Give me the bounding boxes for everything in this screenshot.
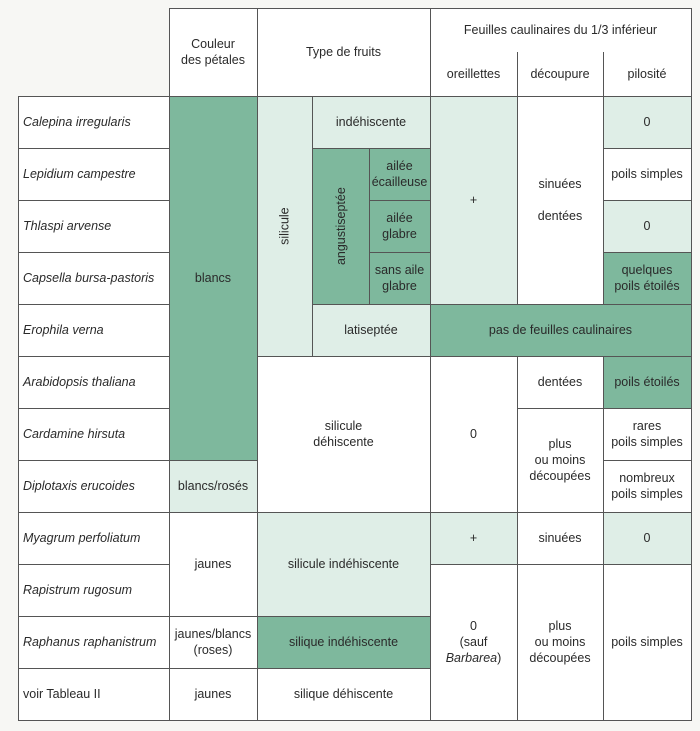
grid-line [369,252,430,253]
fruit-silicule-group [257,96,312,356]
grid-line [18,96,691,97]
grid-line [18,200,169,201]
grid-line [517,356,518,720]
decoupure-sinuees: sinuées [517,512,603,564]
fruit-sans-aile-glabre: sans aile glabre [369,252,430,304]
species-name: Capsella bursa-pastoris [18,252,169,304]
species-name: Raphanus raphanistrum [18,616,169,668]
oreillettes-plus: + [430,512,517,564]
pilosite-zero: 0 [603,200,691,252]
grid-line [430,564,691,565]
decoupure-sinuees-dentees: sinuées dentées [517,96,603,304]
grid-line [603,252,691,253]
grid-line [18,616,430,617]
oreillettes-plus: + [430,96,517,304]
grid-line [369,148,370,304]
pilosite-poils-etoiles: poils étoilés [603,356,691,408]
pas-de-feuilles-caulinaires: pas de feuilles caulinaires [430,304,691,356]
grid-line [369,200,430,201]
grid-line [18,408,169,409]
grid-line [430,8,431,720]
grid-line [312,304,691,305]
decoupure-plus-ou-moins: plus ou moins découpées [517,564,603,720]
fruit-silique-indehiscente: silique indéhiscente [257,616,430,668]
grid-line [691,8,692,721]
grid-line [603,52,604,304]
grid-line [18,304,169,305]
grid-line [517,408,691,409]
oreillettes-barbarea-line [446,650,502,666]
pilosite-zero: 0 [603,512,691,564]
fruit-silique-dehiscente: silique déhiscente [257,668,430,720]
fruit-latiseptee: latiseptée [312,304,430,356]
couleur-blancs: blancs [169,96,257,460]
grid-line [18,252,169,253]
oreillettes-close-paren: ) [497,651,502,666]
fruit-silicule-label: silicule [277,207,292,245]
grid-line [603,148,691,149]
header-pilosite: pilosité [603,52,691,96]
grid-line [312,148,430,149]
fruit-angustiseptee-group [312,148,369,304]
oreillettes-zero-sauf: 0 (sauf [459,618,488,649]
species-name: Erophila verna [18,304,169,356]
oreillettes-zero-sauf-barbarea [430,564,517,720]
species-name: Rapistrum rugosum [18,564,169,616]
fruit-indehiscente: indéhiscente [312,96,430,148]
fruit-silicule-indehiscente: silicule indéhiscente [257,512,430,616]
couleur-jaunes: jaunes [169,668,257,720]
grid-line [18,564,169,565]
grid-line [18,460,257,461]
pilosite-rares-poils-simples: rares poils simples [603,408,691,460]
species-name: Diplotaxis erucoides [18,460,169,512]
grid-line [603,200,691,201]
species-name: Lepidium campestre [18,148,169,200]
grid-line [18,356,169,357]
couleur-blancs-roses: blancs/rosés [169,460,257,512]
header-decoupure: découpure [517,52,603,96]
fruit-ailee-ecailleuse: ailée écailleuse [369,148,430,200]
grid-line [257,8,258,720]
header-feuilles: Feuilles caulinaires du 1/3 inférieur [430,8,691,52]
grid-line [18,148,169,149]
header-oreillettes: oreillettes [430,52,517,96]
couleur-jaunes-blancs: jaunes/blancs (roses) [169,616,257,668]
fruit-silicule-dehiscente: silicule déhiscente [257,356,430,512]
fruit-ailee-glabre: ailée glabre [369,200,430,252]
couleur-jaunes: jaunes [169,512,257,616]
species-name: Thlaspi arvense [18,200,169,252]
grid-line [517,52,518,304]
pilosite-quelques-poils-etoiles: quelques poils étoilés [603,252,691,304]
grid-line [312,96,313,356]
oreillettes-zero: 0 [430,356,517,512]
pilosite-poils-simples: poils simples [603,564,691,720]
decoupure-plus-ou-moins: plus ou moins découpées [517,408,603,512]
species-name: Cardamine hirsuta [18,408,169,460]
grid-line [18,668,430,669]
decoupure-dentees: dentées [517,356,603,408]
pilosite-nombreux-poils-simples: nombreux poils simples [603,460,691,512]
grid-line [18,512,691,513]
grid-line [257,356,691,357]
species-name: Arabidopsis thaliana [18,356,169,408]
fruit-angustiseptee-label: angustiseptée [333,187,348,265]
grid-line [18,720,691,721]
grid-line [603,356,604,720]
grid-line [169,8,170,720]
header-couleur: Couleur des pétales [169,8,257,96]
species-name-reference: voir Tableau II [18,668,169,720]
grid-line [18,96,19,720]
species-name: Myagrum perfoliatum [18,512,169,564]
species-name: Calepina irregularis [18,96,169,148]
pilosite-poils-simples: poils simples [603,148,691,200]
header-type-fruits: Type de fruits [257,8,430,96]
oreillettes-barbarea: Barbarea [445,651,498,666]
pilosite-zero: 0 [603,96,691,148]
grid-line [603,460,691,461]
